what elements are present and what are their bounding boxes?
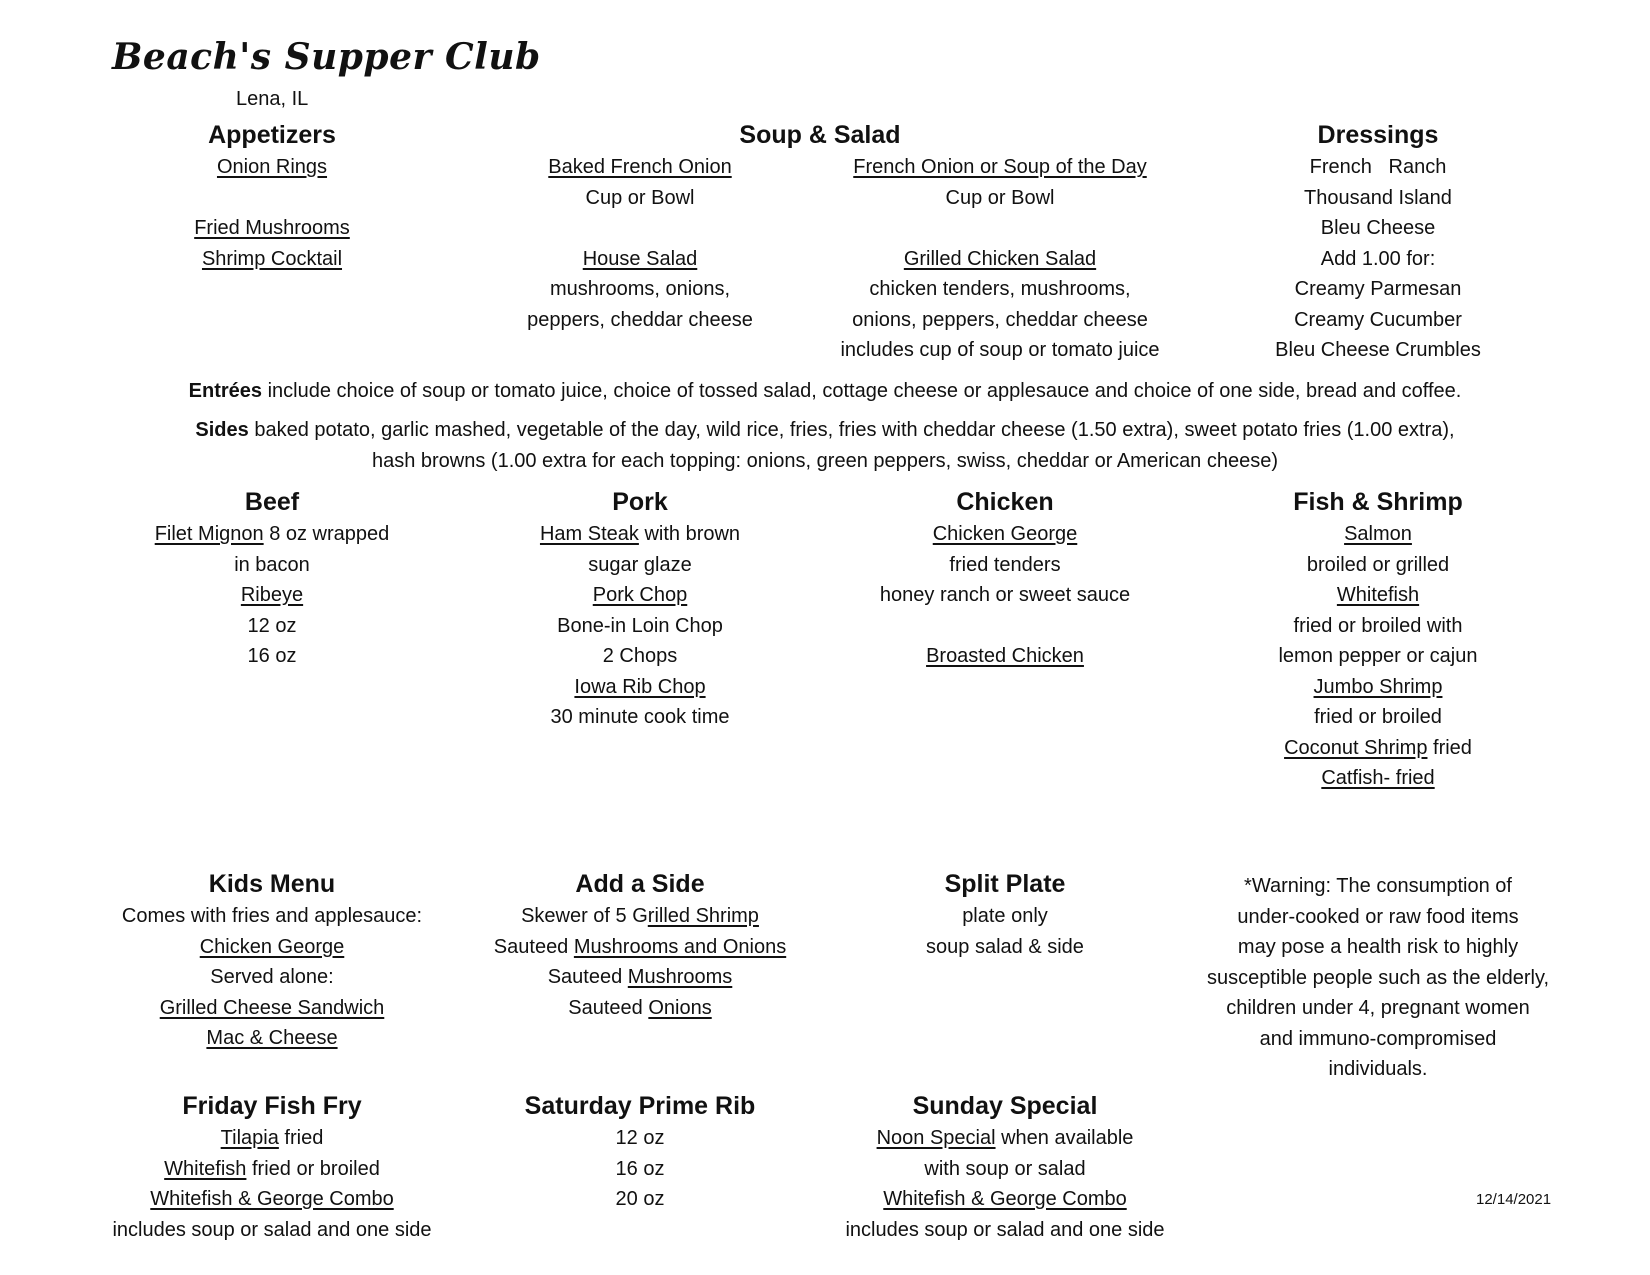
sides-label: Sides bbox=[195, 419, 249, 441]
warning-line: individuals. bbox=[1328, 1058, 1428, 1080]
dressing-line: Add 1.00 for: bbox=[1320, 247, 1436, 270]
sides-text: baked potato, garlic mashed, vegetable of the day, wild rice, fries, fries with cheddar cheese (1.50 extra), sweet potato fries (1.00 extra), bbox=[248, 419, 1455, 441]
menu-item: Catfish- fried bbox=[1321, 767, 1435, 789]
menu-item: Mac & Cheese bbox=[206, 1027, 338, 1049]
menu-item-desc: 12 oz bbox=[247, 614, 297, 637]
menu-item: Filet Mignon bbox=[154, 523, 264, 545]
menu-item-desc: plate only bbox=[962, 905, 1048, 927]
dressing-line: Creamy Parmesan bbox=[1294, 278, 1462, 300]
menu-item-desc: fried bbox=[1427, 736, 1472, 759]
friday-section bbox=[72, 1089, 472, 1245]
split-section bbox=[805, 867, 1205, 962]
menu-item-desc: Sauteed bbox=[493, 935, 574, 958]
chicken-heading: Chicken bbox=[956, 488, 1054, 516]
add-side-section bbox=[440, 867, 840, 1023]
soup-salad-section bbox=[620, 118, 1020, 152]
menu-item: Jumbo Shrimp bbox=[1313, 675, 1443, 698]
menu-item: Shrimp Cocktail bbox=[201, 247, 343, 270]
kids-heading: Kids Menu bbox=[208, 870, 336, 898]
menu-item-desc: fried bbox=[278, 1127, 324, 1149]
dressing-line: French Ranch bbox=[1309, 156, 1447, 178]
beef-section bbox=[72, 485, 472, 672]
saturday-section bbox=[440, 1089, 840, 1215]
warning-line: and immuno-compromised bbox=[1259, 1027, 1497, 1050]
dressings-section bbox=[1178, 118, 1578, 366]
warning-line: susceptible people such as the elderly, bbox=[1206, 966, 1550, 989]
menu-item-desc: 8 oz wrapped bbox=[263, 523, 390, 545]
menu-item: Tilapia bbox=[220, 1127, 279, 1149]
menu-item: French Onion or Soup of the Day bbox=[853, 156, 1147, 178]
menu-item: rilled Shrimp bbox=[647, 905, 759, 927]
restaurant-location: Lena, IL bbox=[236, 88, 309, 110]
menu-item-desc: peppers, cheddar cheese bbox=[527, 308, 753, 331]
restaurant-logo: Beach's Supper Club bbox=[112, 36, 541, 78]
warning-note bbox=[1178, 871, 1578, 1085]
menu-item: Grilled Chicken Salad bbox=[903, 247, 1097, 270]
menu-item: Whitefish bbox=[1336, 584, 1420, 606]
dressing-line: Creamy Cucumber bbox=[1294, 308, 1462, 331]
menu-item: Whitefish & George Combo bbox=[150, 1188, 394, 1210]
warning-line: *Warning: The consumption of bbox=[1244, 875, 1512, 897]
menu-item-desc: fried or broiled bbox=[1314, 706, 1442, 728]
soup-salad-col2 bbox=[800, 152, 1200, 366]
menu-item: Mushrooms and Onions bbox=[573, 935, 787, 958]
saturday-heading: Saturday Prime Rib bbox=[524, 1092, 756, 1120]
menu-item: Noon Special bbox=[876, 1127, 996, 1149]
menu-item-desc: sugar glaze bbox=[588, 553, 692, 576]
warning-line: children under 4, pregnant women bbox=[1226, 997, 1530, 1019]
menu-item: Iowa Rib Chop bbox=[574, 675, 706, 698]
pork-section bbox=[440, 485, 840, 733]
sunday-heading: Sunday Special bbox=[912, 1092, 1098, 1120]
sides-note bbox=[100, 415, 1550, 476]
menu-item-desc: 2 Chops bbox=[602, 645, 678, 667]
dressing-line: Thousand Island bbox=[1304, 186, 1452, 209]
sunday-section bbox=[805, 1089, 1205, 1245]
menu-item-desc: Bone-in Loin Chop bbox=[557, 614, 723, 637]
menu-item: Broasted Chicken bbox=[926, 645, 1084, 667]
menu-item: Mushrooms bbox=[627, 966, 733, 988]
dressings-heading: Dressings bbox=[1317, 121, 1439, 149]
menu-item: Onion Rings bbox=[216, 156, 328, 178]
chicken-section bbox=[805, 485, 1205, 672]
menu-item: Coconut Shrimp bbox=[1284, 736, 1428, 759]
menu-item-desc: Cup or Bowl bbox=[585, 186, 695, 209]
appetizers-heading: Appetizers bbox=[208, 121, 336, 149]
fish-heading: Fish & Shrimp bbox=[1293, 488, 1463, 516]
menu-item-desc: fried or broiled with bbox=[1293, 614, 1463, 637]
menu-item: Chicken George bbox=[199, 935, 345, 958]
warning-line: under-cooked or raw food items bbox=[1237, 905, 1519, 928]
menu-item-desc: in bacon bbox=[234, 553, 310, 576]
menu-item-desc: lemon pepper or cajun bbox=[1278, 645, 1478, 667]
kids-section bbox=[72, 867, 472, 1054]
warning-line: may pose a health risk to highly bbox=[1237, 936, 1519, 958]
menu-item: Whitefish & George Combo bbox=[883, 1188, 1127, 1210]
entrees-label: Entrées bbox=[188, 380, 263, 402]
menu-item-desc: when available bbox=[995, 1127, 1134, 1149]
menu-item: Grilled Cheese Sandwich bbox=[159, 996, 385, 1019]
menu-item: Onions bbox=[648, 996, 712, 1019]
menu-item-desc: 20 oz bbox=[615, 1188, 665, 1210]
add-side-heading: Add a Side bbox=[575, 870, 705, 898]
menu-item-desc: mushrooms, onions, bbox=[549, 278, 731, 300]
menu-item-desc: broiled or grilled bbox=[1306, 553, 1450, 576]
dressing-line: Bleu Cheese Crumbles bbox=[1275, 339, 1481, 361]
menu-item: Whitefish bbox=[164, 1157, 247, 1180]
menu-item: Chicken George bbox=[932, 523, 1078, 545]
entrees-note bbox=[100, 376, 1550, 407]
menu-item: Baked French Onion bbox=[548, 156, 732, 178]
menu-item-desc: onions, peppers, cheddar cheese bbox=[852, 308, 1148, 331]
menu-item: Pork Chop bbox=[592, 584, 688, 606]
menu-item-desc: includes soup or salad and one side bbox=[845, 1218, 1165, 1241]
menu-item-desc: includes soup or salad and one side bbox=[112, 1218, 432, 1241]
menu-item-desc: Served alone: bbox=[210, 966, 334, 988]
menu-item-desc: with soup or salad bbox=[924, 1157, 1086, 1180]
menu-date: 12/14/2021 bbox=[1476, 1191, 1552, 1208]
menu-item-desc: Sauteed bbox=[568, 996, 649, 1019]
menu-item-desc: 16 oz bbox=[615, 1157, 665, 1180]
menu-item-desc: chicken tenders, mushrooms, bbox=[869, 278, 1131, 300]
menu-item-desc: Cup or Bowl bbox=[945, 186, 1055, 209]
soup-salad-heading: Soup & Salad bbox=[739, 121, 901, 149]
menu-item: Ham Steak bbox=[539, 523, 639, 545]
menu-item-desc: Comes with fries and applesauce: bbox=[121, 905, 423, 927]
menu-item-desc: fried tenders bbox=[949, 553, 1061, 576]
appetizers-section bbox=[72, 118, 472, 274]
menu-item-desc: Sauteed bbox=[547, 966, 628, 988]
pork-heading: Pork bbox=[612, 488, 668, 516]
menu-item-desc: 16 oz bbox=[247, 645, 297, 667]
menu-item: Ribeye bbox=[240, 584, 304, 606]
friday-heading: Friday Fish Fry bbox=[182, 1092, 362, 1120]
menu-item-desc: 30 minute cook time bbox=[550, 706, 730, 728]
menu-item: Salmon bbox=[1344, 523, 1412, 545]
fish-section bbox=[1178, 485, 1578, 794]
menu-item-desc: includes cup of soup or tomato juice bbox=[840, 339, 1160, 361]
menu-item-desc: with brown bbox=[638, 523, 741, 545]
sides-text: hash browns (1.00 extra for each topping: onions, green peppers, swiss, cheddar or American cheese) bbox=[371, 449, 1279, 472]
dressing-line: Bleu Cheese bbox=[1320, 217, 1436, 239]
menu-item-desc: honey ranch or sweet sauce bbox=[879, 584, 1131, 606]
entrees-text: include choice of soup or tomato juice, choice of tossed salad, cottage cheese or applesauce and choice of one side, bread and coffee. bbox=[262, 380, 1462, 402]
split-heading: Split Plate bbox=[944, 870, 1066, 898]
menu-item-desc: 12 oz bbox=[615, 1127, 665, 1149]
menu-item-desc: soup salad & side bbox=[926, 935, 1084, 958]
menu-item: House Salad bbox=[582, 247, 698, 270]
soup-salad-col1 bbox=[440, 152, 840, 335]
menu-item-desc: Skewer of 5 G bbox=[521, 905, 648, 927]
menu-item-desc: fried or broiled bbox=[246, 1157, 380, 1180]
menu-item: Fried Mushrooms bbox=[194, 217, 350, 239]
beef-heading: Beef bbox=[244, 488, 300, 516]
